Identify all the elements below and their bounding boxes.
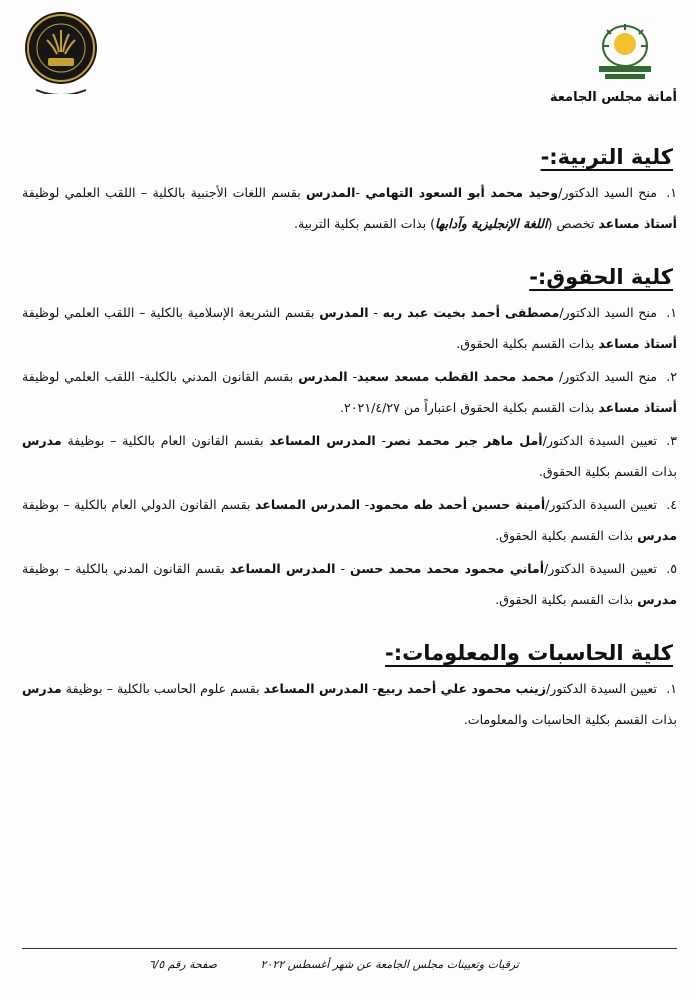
item-text: مدرس xyxy=(22,681,62,696)
item-text: بقسم القانون المدني بالكلية – بوظيفة xyxy=(22,561,230,576)
item-text: وحيد محمد أبو السعود التهامي xyxy=(365,185,559,200)
item-text: بقسم علوم الحاسب بالكلية – بوظيفة xyxy=(61,681,264,696)
item-text: منح السيد الدكتور/ xyxy=(554,369,657,384)
item-text: بذات القسم بكلية الحقوق. xyxy=(538,464,677,479)
item-text: أمل ماهر جبر محمد نصر xyxy=(386,433,543,448)
item-text: بقسم اللغات الأجنبية بالكلية – اللقب العلمي لوظيفة xyxy=(22,185,307,200)
item-text: المدرس xyxy=(306,185,356,200)
item-text: - xyxy=(335,561,351,576)
item-text: تعيين السيدة الدكتور/ xyxy=(546,681,657,696)
item-text: - xyxy=(368,681,377,696)
item-text: أستاذ مساعد xyxy=(598,400,677,415)
section-title: كلية الحقوق:- xyxy=(529,265,673,289)
decision-item xyxy=(22,361,677,423)
item-text: بقسم القانون العام بالكلية – بوظيفة xyxy=(61,433,270,448)
decision-item xyxy=(22,425,677,487)
decision-item xyxy=(22,673,677,735)
item-text: مدرس xyxy=(637,528,677,543)
item-text: أمينة حسين أحمد طه محمود xyxy=(369,497,546,512)
item-text: زينب محمود علي أحمد ربيع xyxy=(376,681,547,696)
decisions-content xyxy=(22,145,677,761)
decision-item xyxy=(22,489,677,551)
item-text: بقسم القانون المدني بالكلية- اللقب العلمي لوظيفة xyxy=(22,369,299,384)
council-label: أمانة مجلس الجامعة xyxy=(549,90,677,105)
item-text: اللغة الإنجليزية وآدابها xyxy=(435,216,548,231)
mansoura-university-logo xyxy=(585,20,665,84)
item-text: أستاذ مساعد xyxy=(598,216,677,231)
footer-divider xyxy=(22,948,677,949)
item-text: المدرس xyxy=(319,305,369,320)
footer-doc-label: ترقيات وتعيينات مجلس الجامعة عن شهر أغسطس ٢٠٢٢ xyxy=(260,958,519,971)
item-text: المدرس المساعد xyxy=(229,561,336,576)
item-text: مدرس xyxy=(22,433,62,448)
item-text: تعيين السيدة الدكتور/ xyxy=(544,561,658,576)
section xyxy=(22,641,677,735)
item-text: - xyxy=(360,497,370,512)
item-text: بذات القسم بكلية الحقوق. xyxy=(495,592,638,607)
item-text: أماني محمود محمد محمد حسن xyxy=(350,561,545,576)
item-text: المدرس المساعد xyxy=(269,433,376,448)
decision-item xyxy=(22,553,677,615)
item-text: مدرس xyxy=(637,592,677,607)
item-number: ١. xyxy=(666,185,677,200)
decision-item xyxy=(22,177,677,239)
item-number: ٥. xyxy=(666,561,678,576)
section-title: كلية الحاسبات والمعلومات:- xyxy=(385,641,673,665)
item-text: المدرس xyxy=(298,369,348,384)
section xyxy=(22,145,677,239)
footer xyxy=(109,958,519,971)
item-text: المدرس المساعد xyxy=(263,681,369,696)
item-text: بقسم الشريعة الإسلامية بالكلية – اللقب العلمي لوظيفة xyxy=(22,305,320,320)
item-text: ) بذات القسم بكلية التربية. xyxy=(293,216,436,231)
item-text: مصطفى أحمد بخيت عبد ربه xyxy=(382,305,560,320)
item-text: - xyxy=(347,369,358,384)
item-number: ١. xyxy=(666,681,677,696)
item-text: أستاذ مساعد xyxy=(598,336,677,351)
item-text: المدرس المساعد xyxy=(254,497,361,512)
item-text: بذات القسم بكلية الحقوق اعتباراً من ٢٠٢١/٤/٢٧. xyxy=(340,400,599,415)
item-number: ٣. xyxy=(666,433,677,448)
item-text: - xyxy=(355,185,366,200)
item-number: ٤. xyxy=(666,497,677,512)
item-text: منح السيد الدكتور/ xyxy=(558,185,657,200)
item-text: - xyxy=(375,433,387,448)
item-number: ١. xyxy=(666,305,677,320)
item-text: تعيين السيدة الدكتور/ xyxy=(542,433,657,448)
item-text: منح السيد الدكتور/ xyxy=(559,305,657,320)
item-text: - xyxy=(368,305,383,320)
golden-jubilee-logo xyxy=(18,8,104,94)
footer-page-label: صفحة رقم ٦/٥ xyxy=(148,958,218,971)
decision-item xyxy=(22,297,677,359)
item-text: محمد محمد القطب مسعد سعيد xyxy=(357,369,555,384)
item-text: تعيين السيدة الدكتور/ xyxy=(545,497,657,512)
item-number: ٢. xyxy=(666,369,677,384)
item-text: بذات القسم بكلية الحاسبات والمعلومات. xyxy=(463,712,677,727)
section xyxy=(22,265,677,615)
item-text: بقسم القانون الدولي العام بالكلية – بوظيفة xyxy=(22,497,255,512)
item-text: تخصص ( xyxy=(547,216,599,231)
section-title: كلية التربية:- xyxy=(540,145,673,169)
item-text: بذات القسم بكلية الحقوق. xyxy=(495,528,638,543)
item-text: بذات القسم بكلية الحقوق. xyxy=(456,336,599,351)
